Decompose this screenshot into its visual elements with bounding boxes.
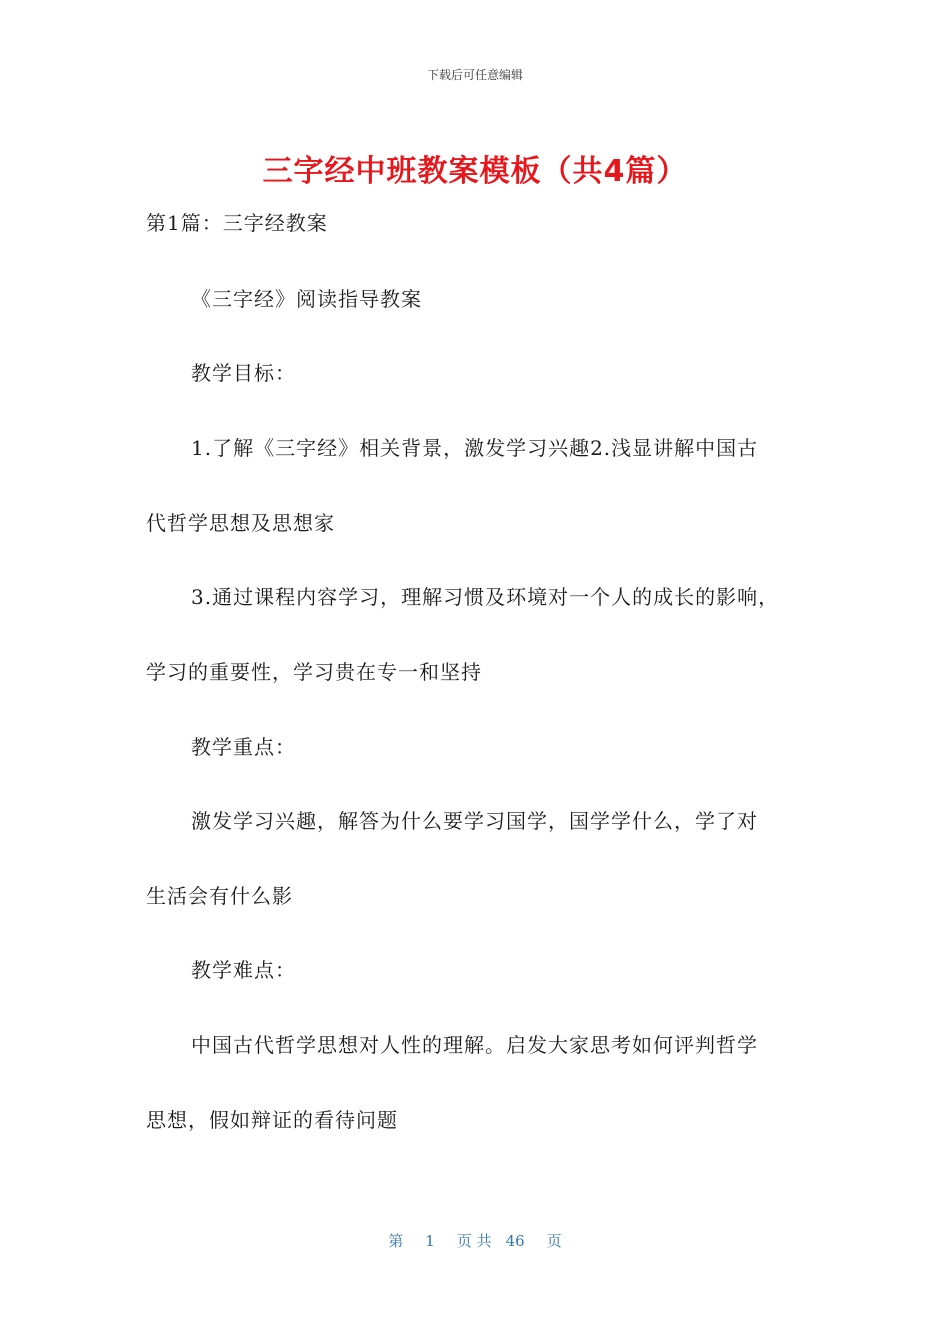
section-heading: 第1篇：三字经教案 [146, 211, 328, 235]
paragraph-line: 激发学习兴趣，解答为什么要学习国学，国学学什么，学了对 [191, 809, 758, 833]
paragraph-line: 1.了解《三字经》相关背景，激发学习兴趣2.浅显讲解中国古 [191, 436, 759, 460]
document-title: 三字经中班教案模板（共4篇） [262, 154, 688, 189]
header-note: 下载后可任意编辑 [426, 68, 523, 82]
footer-page-number: 1 [425, 1232, 435, 1250]
footer-total-pages: 46 [505, 1232, 525, 1250]
paragraph-line: 生活会有什么影 [146, 884, 293, 908]
paragraph-line: 教学重点： [191, 735, 296, 759]
paragraph-line: 3.通过课程内容学习，理解习惯及环境对一个人的成长的影响， [191, 585, 780, 609]
paragraph-line: 中国古代哲学思想对人性的理解。启发大家思考如何评判哲学 [191, 1033, 758, 1057]
paragraph-line: 《三字经》阅读指导教案 [191, 287, 422, 311]
footer-ye-gong: 页 共 [456, 1232, 492, 1250]
page-footer [0, 1230, 950, 1251]
paragraph-line: 教学难点： [191, 958, 296, 982]
paragraph-line: 教学目标： [191, 361, 296, 385]
paragraph-line: 学习的重要性，学习贵在专一和坚持 [146, 660, 482, 684]
paragraph-line: 代哲学思想及思想家 [146, 511, 335, 535]
paragraph-line: 思想，假如辩证的看待问题 [146, 1108, 398, 1132]
footer-ye: 页 [546, 1232, 562, 1250]
footer-di: 第 [388, 1232, 404, 1250]
